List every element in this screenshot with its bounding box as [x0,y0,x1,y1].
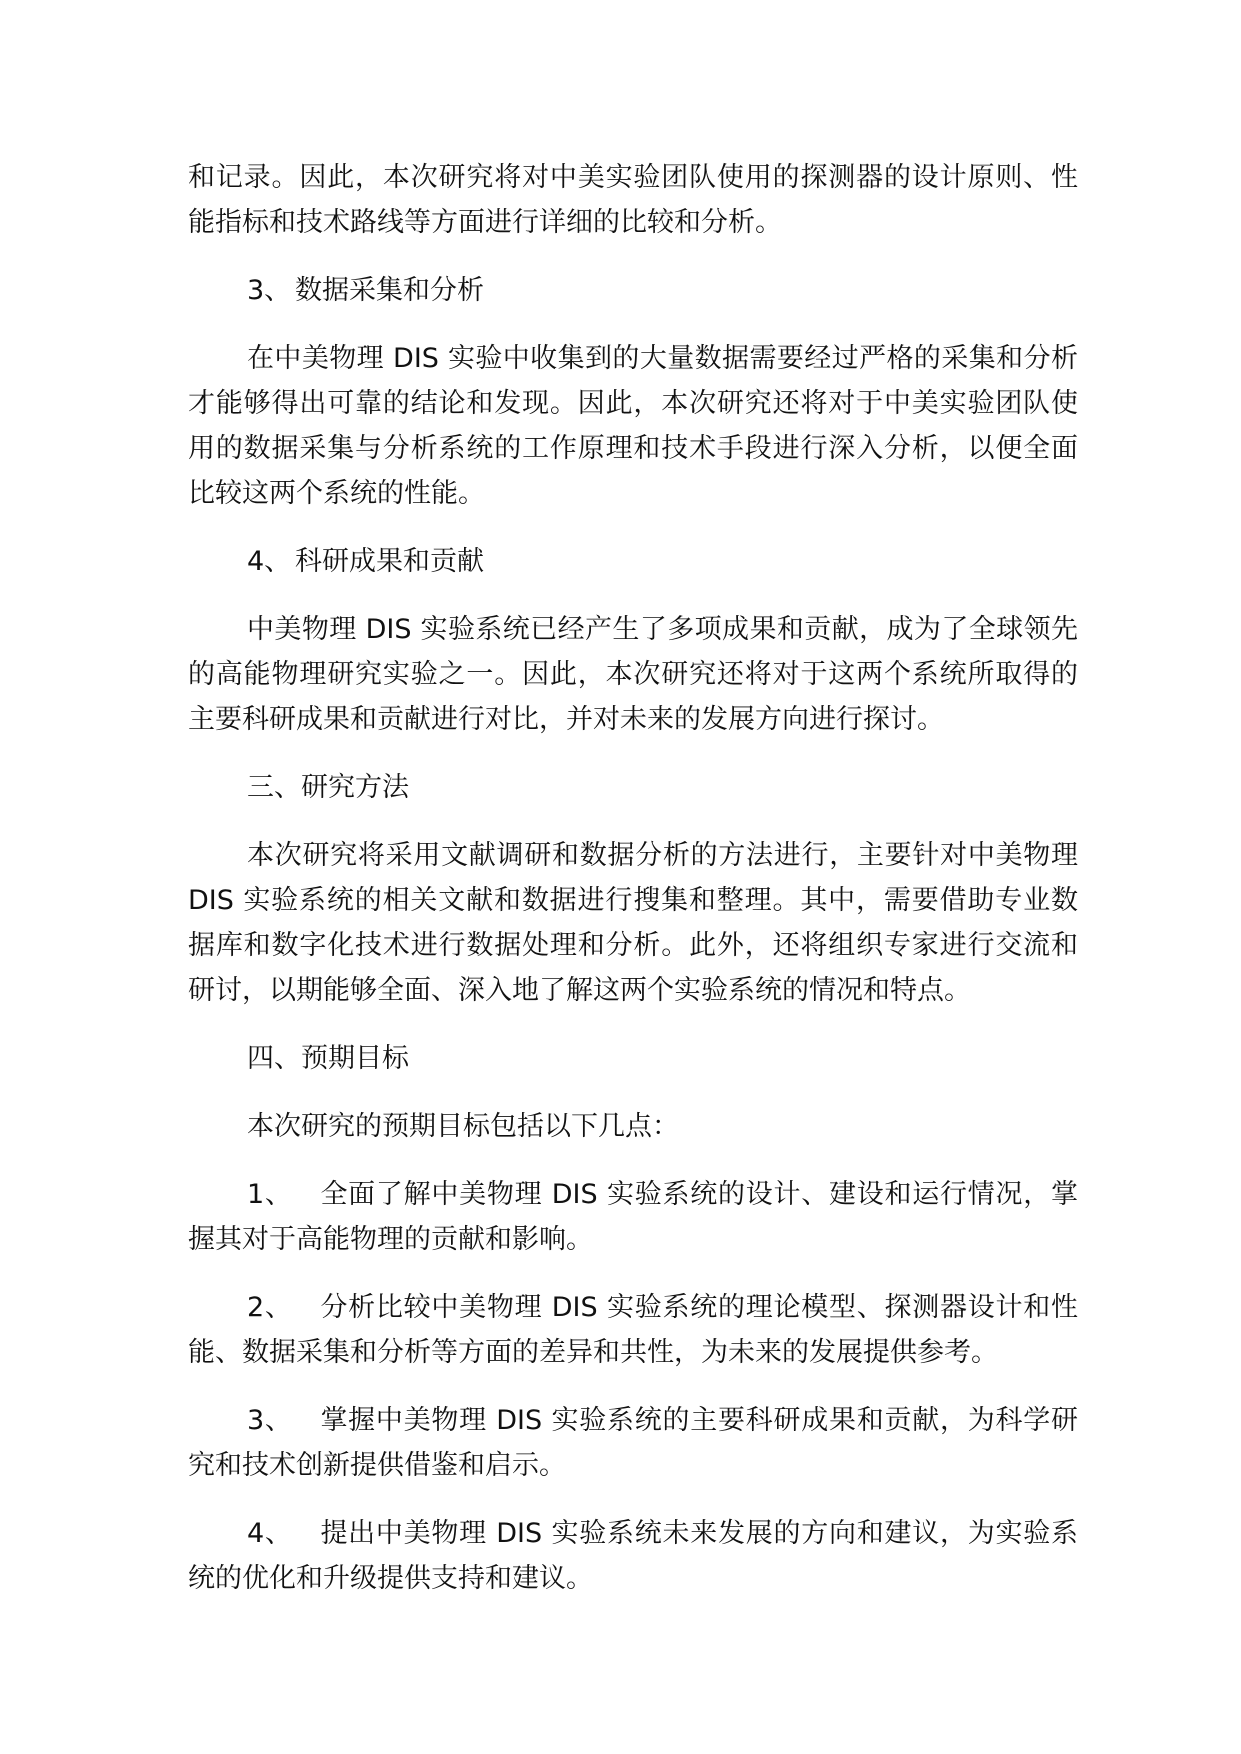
list-item-text: 全面了解中美物理 DIS 实验系统的设计、建设和运行情况，掌握其对于高能物理的贡献和影响。 [188,1179,1078,1255]
subheading-data-acquisition [188,268,1078,313]
subheading-text: 科研成果和贡献 [295,546,484,577]
list-item-number: 4、 [247,1518,293,1549]
section-heading-goals: 四、预期目标 [247,1043,409,1074]
subheading-research-results [188,539,1078,584]
document-body [188,155,1078,1624]
section-heading-methods: 三、研究方法 [247,772,409,803]
list-item-number: 2、 [247,1292,293,1323]
paragraph-goals-intro: 本次研究的预期目标包括以下几点： [247,1111,679,1142]
list-item-text: 分析比较中美物理 DIS 实验系统的理论模型、探测器设计和性能、数据采集和分析等方面的差异和共性，为未来的发展提供参考。 [188,1292,1078,1368]
paragraph-detector-comparison: 和记录。因此，本次研究将对中美实验团队使用的探测器的设计原则、性能指标和技术路线等方面进行详细的比较和分析。 [188,162,1078,238]
list-item-number: 3、 [247,1405,293,1436]
list-item-goal-4 [188,1511,1078,1601]
list-item-number: 1、 [247,1179,293,1210]
subheading-text: 数据采集和分析 [295,275,484,306]
subheading-number: 4、 [247,546,292,577]
list-item-goal-1 [188,1172,1078,1262]
subheading-number: 3、 [247,275,292,306]
list-item-text: 提出中美物理 DIS 实验系统未来发展的方向和建议，为实验系统的优化和升级提供支持和建议。 [188,1518,1078,1594]
list-item-text: 掌握中美物理 DIS 实验系统的主要科研成果和贡献，为科学研究和技术创新提供借鉴和启示。 [188,1405,1078,1481]
list-item-goal-3 [188,1398,1078,1488]
list-item-goal-2 [188,1285,1078,1375]
paragraph-research-results: 中美物理 DIS 实验系统已经产生了多项成果和贡献，成为了全球领先的高能物理研究实验之一。因此，本次研究还将对于这两个系统所取得的主要科研成果和贡献进行对比，并对未来的发展方向进行探讨。 [188,614,1078,735]
paragraph-data-acquisition: 在中美物理 DIS 实验中收集到的大量数据需要经过严格的采集和分析才能够得出可靠的结论和发现。因此，本次研究还将对于中美实验团队使用的数据采集与分析系统的工作原理和技术手段进行深入分析，以便全面比较这两个系统的性能。 [188,343,1078,509]
paragraph-methods: 本次研究将采用文献调研和数据分析的方法进行，主要针对中美物理 DIS 实验系统的相关文献和数据进行搜集和整理。其中，需要借助专业数据库和数字化技术进行数据处理和分析。此外，还将组织专家进行交流和研讨，以期能够全面、深入地了解这两个实验系统的情况和特点。 [188,840,1078,1006]
